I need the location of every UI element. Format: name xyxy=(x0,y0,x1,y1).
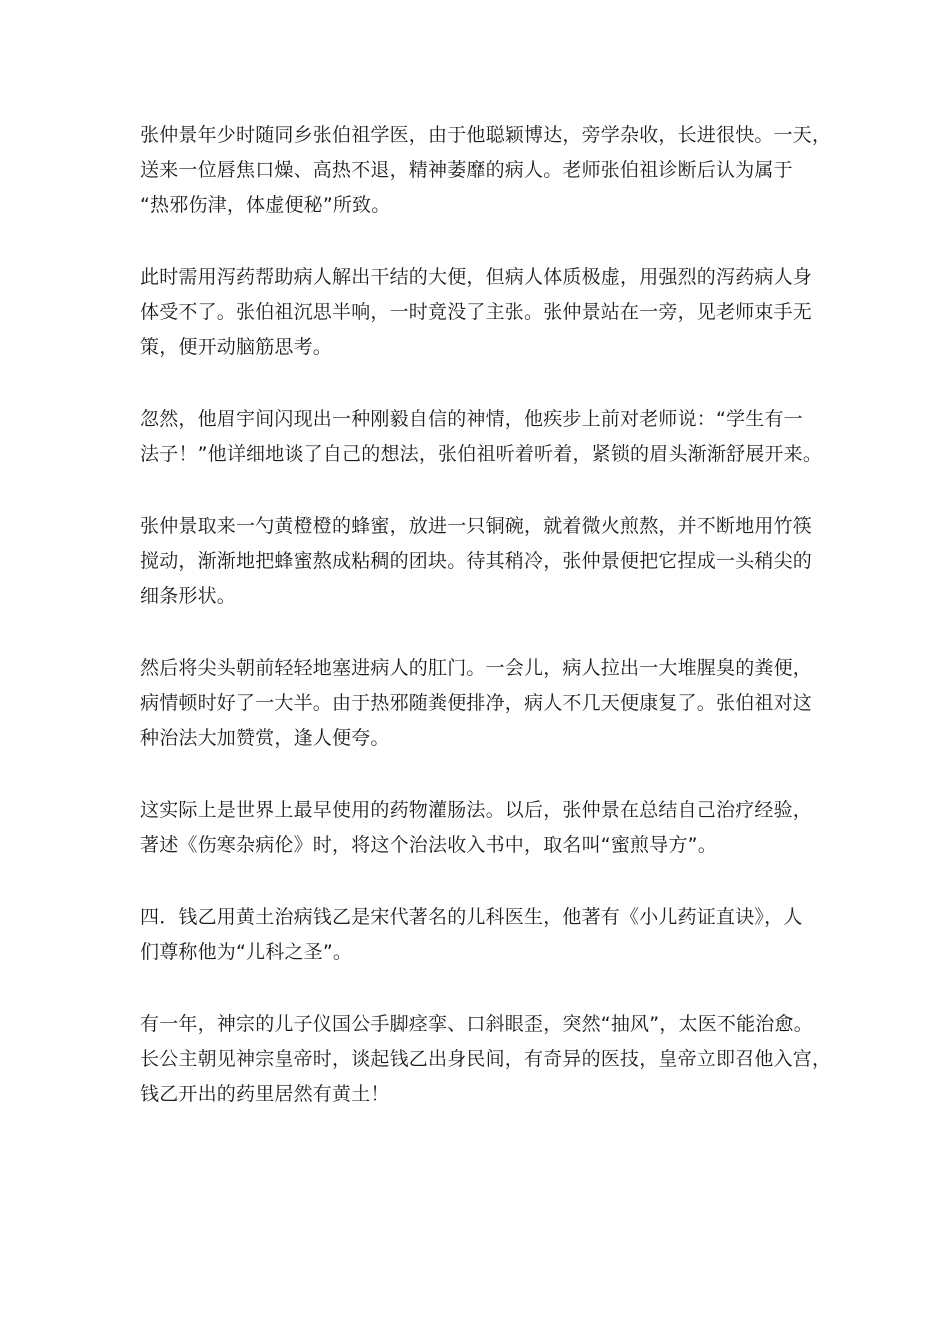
paragraph-1 xyxy=(140,118,830,223)
paragraph-line: 细条形状。 xyxy=(140,585,237,607)
paragraph-2 xyxy=(140,260,830,365)
paragraph-line: 四．钱乙用黄土治病钱乙是宋代著名的儿科医生，他著有《小儿药证直诀》，人 xyxy=(140,906,803,928)
paragraph-line: 搅动，渐渐地把蜂蜜熬成粘稠的团块。待其稍冷，张仲景便把它捏成一头稍尖的 xyxy=(140,550,813,572)
paragraph-line: 送来一位唇焦口燥、高热不退，精神萎靡的病人。老师张伯祖诊断后认为属于 xyxy=(140,159,793,181)
paragraph-line: 这实际上是世界上最早使用的药物灌肠法。以后，张仲景在总结自己治疗经验， xyxy=(140,799,813,821)
document-body xyxy=(140,118,830,1149)
paragraph-line: 病情顿时好了一大半。由于热邪随粪便排净，病人不几天便康复了。张伯祖对这 xyxy=(140,692,813,714)
paragraph-line: 此时需用泻药帮助病人解出干结的大便，但病人体质极虚，用强烈的泻药病人身 xyxy=(140,266,813,288)
paragraph-line: 张仲景取来一勺黄橙橙的蜂蜜，放进一只铜碗，就着微火煎熬，并不断地用竹筷 xyxy=(140,515,813,537)
paragraph-line: 们尊称他为“儿科之圣”。 xyxy=(140,941,353,963)
paragraph-line: 种治法大加赞赏，逢人便夸。 xyxy=(140,727,390,749)
paragraph-8 xyxy=(140,1007,830,1112)
paragraph-line: 策，便开动脑筋思考。 xyxy=(140,336,333,358)
paragraph-line: 张仲景年少时随同乡张伯祖学医，由于他聪颖博达，旁学杂收，长进很快。一天， xyxy=(140,124,832,146)
paragraph-line: 钱乙开出的药里居然有黄土！ xyxy=(140,1083,390,1105)
paragraph-4 xyxy=(140,509,830,614)
paragraph-7 xyxy=(140,900,830,970)
paragraph-6 xyxy=(140,793,830,863)
paragraph-line: 著述《伤寒杂病伦》时，将这个治法收入书中，取名叫“蜜煎导方”。 xyxy=(140,834,717,856)
paragraph-line: “热邪伤津，体虚便秘”所致。 xyxy=(140,194,391,216)
paragraph-5 xyxy=(140,651,830,756)
paragraph-line: 有一年，神宗的儿子仪国公手脚痉挛、口斜眼歪，突然“抽风”，太医不能治愈。 xyxy=(140,1013,813,1035)
paragraph-line: 然后将尖头朝前轻轻地塞进病人的肛门。一会儿，病人拉出一大堆腥臭的粪便， xyxy=(140,657,813,679)
paragraph-line: 体受不了。张伯祖沉思半响，一时竟没了主张。张仲景站在一旁，见老师束手无 xyxy=(140,301,813,323)
paragraph-3 xyxy=(140,402,830,472)
paragraph-line: 法子！”他详细地谈了自己的想法，张伯祖听着听着，紧锁的眉头渐渐舒展开来。 xyxy=(140,443,823,465)
paragraph-line: 忽然，他眉宇间闪现出一种刚毅自信的神情，他疾步上前对老师说：“学生有一 xyxy=(140,408,803,430)
paragraph-line: 长公主朝见神宗皇帝时，谈起钱乙出身民间，有奇异的医技，皇帝立即召他入宫， xyxy=(140,1048,832,1070)
